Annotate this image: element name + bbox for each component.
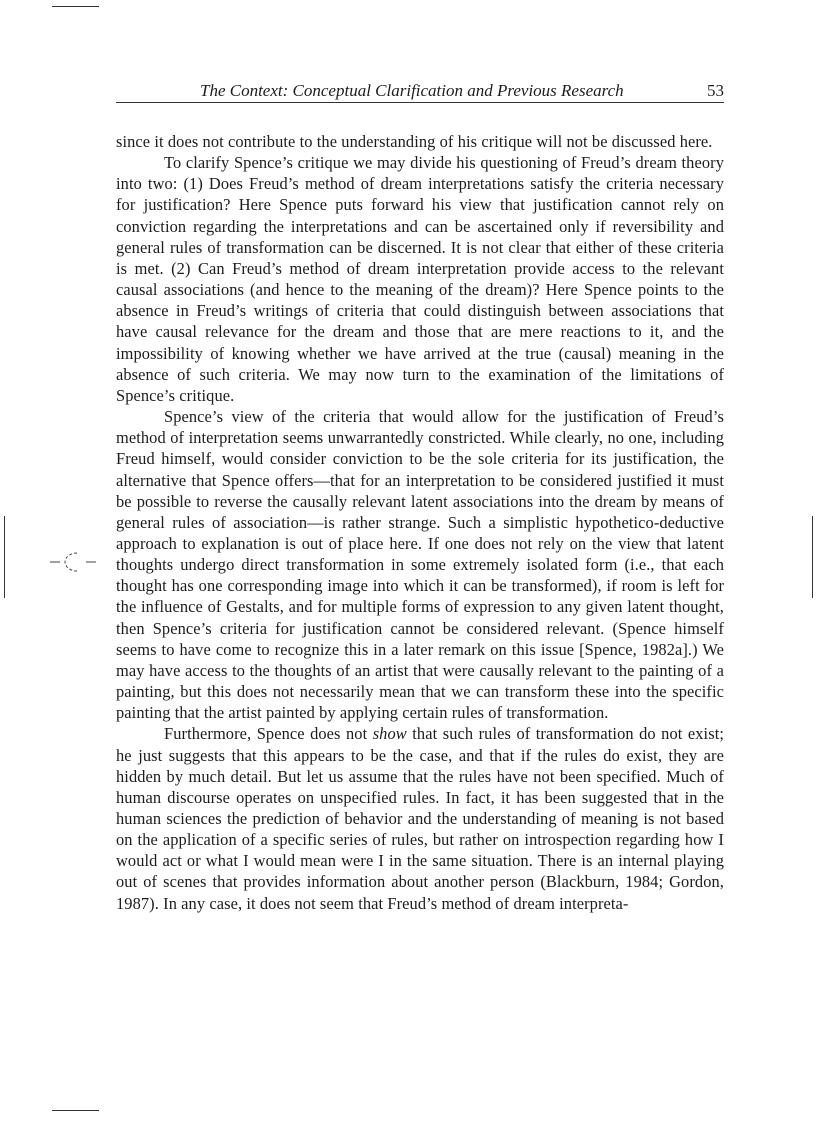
paragraph-2: To clarify Spence’s critique we may divide his questioning of Freud’s dream theory into two: (1) Does Freud’s method of dream interpretations satisfy the criteria necessary for justification? Here Spence puts forward his view that justification cannot rely on conviction regarding the interpretations and can be ascertained only if reversibility and general rules of transformation can be discerned. It is not clear that either of these criteria is met. (2) Can Freud’s method of dream interpretation provide access to the relevant causal associations (and hence to the meaning of the dream)? Here Spence points to the absence in Freud’s writings of criteria that could distinguish between associations that have causal relevance for the dream and those that are mere reactions to it, and the impossibility of knowing whether we have arrived at the true (causal) meaning in the absence of such criteria. We may now turn to the examination of the limitations of Spence’s critique.: [116, 153, 724, 405]
paragraph-4-lead: Furthermore, Spence does not: [164, 724, 373, 744]
crop-mark-bottom: [52, 1110, 99, 1111]
paragraph-4: [116, 723, 724, 913]
paragraph-3: Spence’s view of the criteria that would allow for the justification of Freud’s method of interpretation seems unwarrantedly constricted. While clearly, no one, including Freud himself, would consider conviction to be the sole criteria for its justification, the alternative that Spence offers—that for an interpretation to be considered justified it must be possible to reverse the causally relevant latent associations into the dream by means of general rules of association—is rather strange. Such a simplistic hypothetico-deductive approach to explanation is out of place here. If one does not rely on the view that latent thoughts undergo direct transformation in some extremely isolated form (i.e., that each thought has one corresponding image into which it can be transformed), if room is left for the influence of Gestalts, and for multiple forms of expression to any given latent thought, then Spence’s criteria for justification cannot be considered relevant. (Spence himself seems to have come to recognize this in a later remark on this issue [Spence, 1982a].) We may have access to the thoughts of an artist that were causally relevant to the painting of a painting, but this does not necessarily mean that we can transform these into the specific painting that the artist painted by applying certain rules of transformation.: [116, 407, 724, 723]
body-text: [116, 131, 724, 914]
crop-mark-right: [812, 516, 813, 598]
crop-mark-top: [52, 6, 99, 7]
paragraph-1: since it does not contribute to the understanding of his critique will not be discussed here.: [116, 132, 713, 151]
paragraph-4-rest: that such rules of transformation do not exist; he just suggests that this appears to be the case, and that if the rules do exist, they are hidden by much detail. But let us assume that the rules have not been specified. Much of human discourse operates on unspecified rules. In fact, it has been suggested that in the human sciences the prediction of behavior and the understanding of meaning is not based on the application of a specific series of rules, but rather on introspection regarding how I would act or what I would mean were I in the same situation. There is an internal playing out of scenes that provides information about another person (Blackburn, 1984; Gordon, 1987). In any case, it does not seem that Freud’s method of dream interpreta-: [116, 724, 724, 913]
running-title: The Context: Conceptual Clarification and Previous Research: [200, 81, 624, 100]
emphasis-show: show: [372, 724, 407, 744]
registration-mark-icon: [36, 544, 106, 580]
crop-mark-left: [4, 516, 5, 598]
page-number: 53: [707, 81, 724, 100]
running-head: [116, 80, 724, 103]
